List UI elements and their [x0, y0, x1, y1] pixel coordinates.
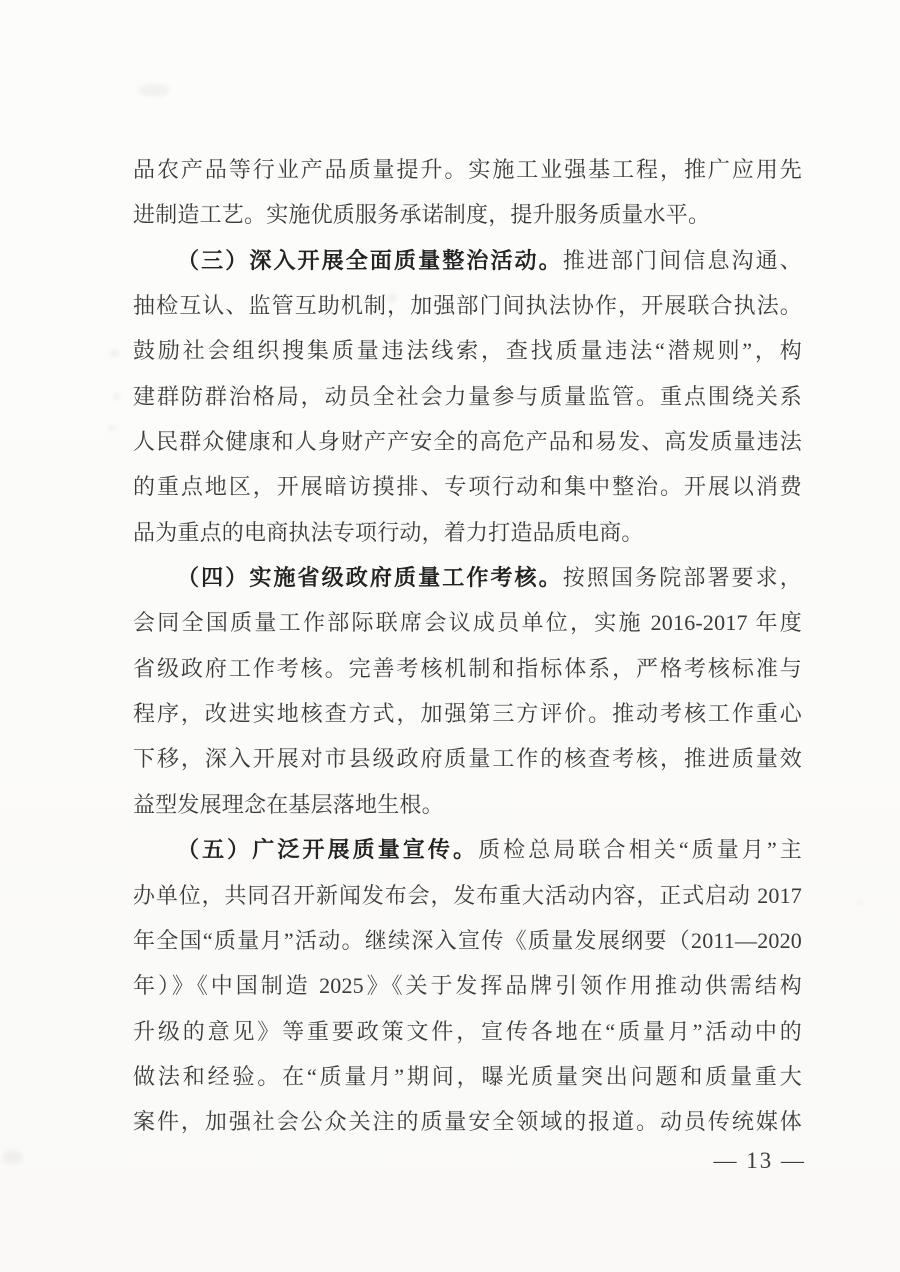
line-text: 下移，深入开展对市县级政府质量工作的核查考核，推进质量效 — [133, 746, 802, 772]
line-text: 年全国“质量月”活动。继续深入宣传《质量发展纲要（2011—2020 — [133, 927, 802, 953]
line-text: 会同全国质量工作部际联席会议成员单位，实施 2016-2017 年度 — [133, 610, 802, 636]
text-line — [133, 600, 802, 645]
text-line — [133, 192, 802, 237]
paragraph-heading: （三）深入开展全面质量整治活动。 — [177, 247, 563, 273]
text-line — [133, 147, 802, 192]
line-text: 进制造工艺。实施优质服务承诺制度，提升服务质量水平。 — [133, 202, 711, 228]
line-text: 品农产品等行业产品质量提升。实施工业强基工程，推广应用先 — [133, 157, 802, 182]
text-line — [133, 918, 802, 963]
paragraph — [133, 827, 802, 1144]
text-line — [133, 464, 802, 509]
line-text: 按照国务院部署要求， — [562, 565, 802, 591]
line-text: 鼓励社会组织搜集质量违法线索，查找质量违法“潜规则”，构 — [133, 338, 802, 364]
paragraph-heading: （四）实施省级政府质量工作考核。 — [177, 565, 563, 591]
scan-artifact — [108, 426, 115, 431]
line-text: 抽检互认、监管互助机制，加强部门间执法协作，开展联合执法。 — [133, 293, 802, 319]
scan-artifact — [114, 394, 120, 399]
line-text: 的重点地区，开展暗访摸排、专项行动和集中整治。开展以消费 — [133, 474, 802, 500]
text-line — [133, 555, 802, 600]
text-line — [133, 1009, 802, 1054]
text-line — [133, 510, 802, 555]
scan-artifact — [138, 84, 170, 97]
text-line — [133, 736, 802, 781]
scan-artifact — [2, 1150, 22, 1165]
paragraph — [133, 238, 802, 555]
text-line — [133, 1054, 802, 1099]
document-body — [133, 147, 802, 1145]
line-text: 人民群众健康和人身财产产安全的高危产品和易发、高发质量违法 — [133, 429, 802, 455]
line-text: 办单位，共同召开新闻发布会，发布重大活动内容，正式启动 2017 — [133, 882, 802, 908]
line-text: 做法和经验。在“质量月”期间，曝光质量突出问题和质量重大 — [133, 1063, 802, 1089]
text-line — [133, 238, 802, 283]
line-text: 推进部门间信息沟通、 — [562, 247, 802, 273]
text-line — [133, 419, 802, 464]
text-line — [133, 963, 802, 1008]
line-text: 案件，加强社会公众关注的质量安全领域的报道。动员传统媒体 — [133, 1109, 802, 1135]
line-text: 益型发展理念在基层落地生根。 — [133, 791, 444, 817]
scan-artifact — [856, 900, 863, 906]
line-text: 省级政府工作考核。完善考核机制和指标体系，严格考核标准与 — [133, 655, 802, 681]
text-line — [133, 374, 802, 419]
line-text: 年）》《中国制造 2025》《关于发挥品牌引领作用推动供需结构 — [133, 973, 802, 999]
text-line — [133, 873, 802, 918]
line-text: 程序，改进实地核查方式，加强第三方评价。推动考核工作重心 — [133, 701, 802, 727]
line-text: 建群防群治格局，动员全社会力量参与质量监管。重点围绕关系 — [133, 383, 802, 409]
text-line — [133, 782, 802, 827]
page-number: — 13 — — [713, 1148, 806, 1173]
line-text: 品为重点的电商执法专项行动，着力打造品质电商。 — [133, 519, 644, 545]
scan-artifact — [110, 351, 119, 356]
text-line — [133, 827, 802, 872]
text-line — [133, 646, 802, 691]
text-line — [133, 283, 802, 328]
text-line — [133, 1099, 802, 1144]
paragraph — [133, 555, 802, 827]
paragraph-heading: （五）广泛开展质量宣传。 — [177, 837, 479, 863]
paragraph — [133, 147, 802, 238]
line-text: 质检总局联合相关“质量月”主 — [478, 837, 802, 863]
text-line — [133, 328, 802, 373]
line-text: 升级的意见》等重要政策文件，宣传各地在“质量月”活动中的 — [133, 1018, 802, 1044]
text-line — [133, 691, 802, 736]
